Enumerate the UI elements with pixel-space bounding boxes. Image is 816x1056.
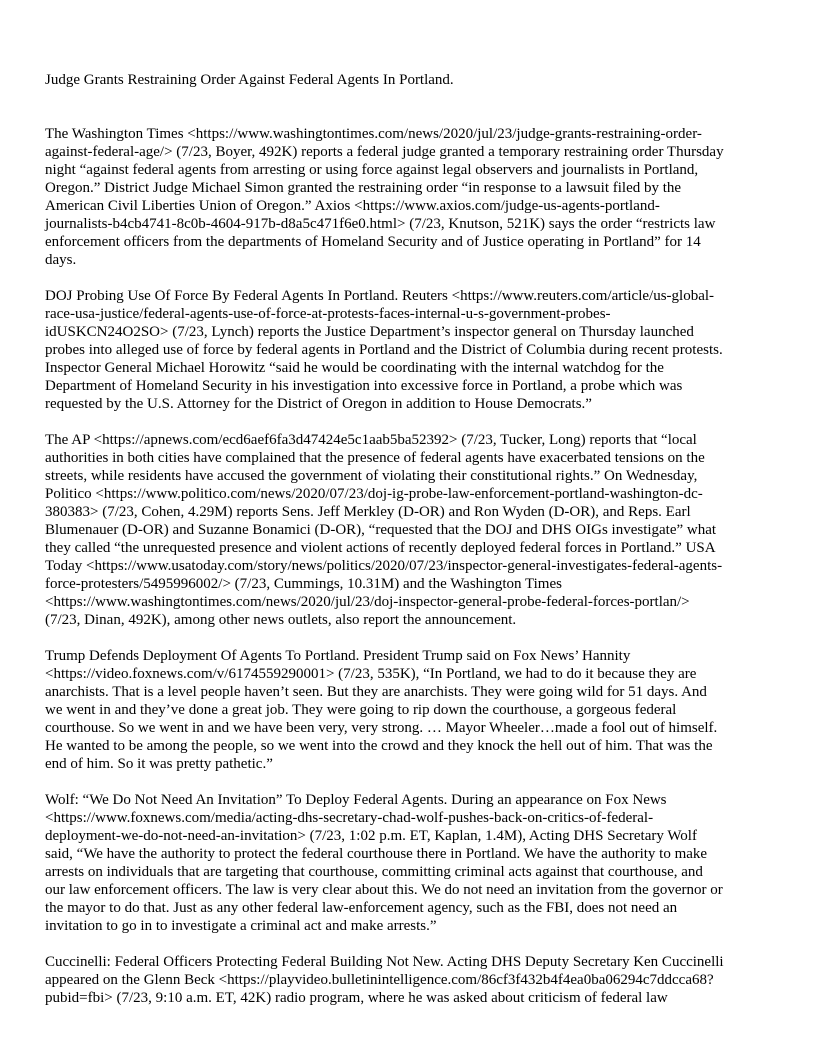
document-title: Judge Grants Restraining Order Against Federal Agents In Portland. <box>45 72 454 88</box>
spacer <box>45 935 773 953</box>
paragraph-trump-defends: Trump Defends Deployment Of Agents To Portland. President Trump said on Fox News’ Hannity <https://video.foxnews.com/v/6174559290001> (7/23, 535K), “In Portland, we had to do it because they are anarchists. That is a level people haven’t seen. But they are anarchists. They were going wild for 51 days. And we went in and they’ve done a great job. They were going to rip down the courthouse, a gorgeous federal courthouse. So we went in and we have been very, very strong. … Mayor Wheeler…made a fool out of himself. He wanted to be among the people, so we went into the crowd and they knock the hell out of him. That was the end of him. So it was pretty pathetic.” <box>45 648 718 772</box>
document-page <box>45 71 773 1007</box>
spacer <box>45 413 773 431</box>
paragraph-ap-report: The AP <https://apnews.com/ecd6aef6fa3d47424e5c1aab5ba52392> (7/23, Tucker, Long) reports that “local authorities in both cities have complained that the presence of federal agents have exacerbated tensions on the streets, while residents have accused the government of violating their constitutional rights.” On Wednesday, Politico <https://www.politico.com/news/2020/07/23/doj-ig-probe-law-enforcement-portland-washington-dc- 380383> (7/23, Cohen, 4.29M) reports Sens. Jeff Merkley (D-OR) and Ron Wyden (D-OR), and Reps. Earl Blumenauer (D-OR) and Suzanne Bonamici (D-OR), “requested that the DOJ and DHS OIGs investigate” what they called “the unrequested presence and violent actions of recently deployed federal forces in Portland.” USA Today <https://www.usatoday.com/story/news/politics/2020/07/23/inspector-general-investigates-federal-agents- force-protesters/5495996002/> (7/23, Cummings, 10.31M) and the Washington Times <https://www.washingtontimes.com/news/2020/jul/23/doj-inspector-general-probe-federal-forces-portlan/> (7/23, Dinan, 492K), among other news outlets, also report the announcement. <box>45 432 723 628</box>
spacer <box>45 89 773 125</box>
paragraph-restraining-order: The Washington Times <https://www.washingtontimes.com/news/2020/jul/23/judge-grants-restraining-order- against-federal-age/> (7/23, Boyer, 492K) reports a federal judge granted a temporary restraining order Thursday night “against federal agents from arresting or using force against legal observers and journalists in Portland, Oregon.” District Judge Michael Simon granted the restraining order “in response to a lawsuit filed by the American Civil Liberties Union of Oregon.” Axios <https://www.axios.com/judge-us-agents-portland- journalists-b4cb4741-8c0b-4604-917b-d8a5c471f6e0.html> (7/23, Knutson, 521K) says the order “restricts law enforcement officers from the departments of Homeland Security and of Justice operating in Portland” for 14 days. <box>45 126 724 268</box>
spacer <box>45 773 773 791</box>
paragraph-doj-probe: DOJ Probing Use Of Force By Federal Agents In Portland. Reuters <https://www.reuters.com/article/us-global- race-usa-justice/federal-agents-use-of-force-at-protests-faces-internal-u-s-government-probes- idUSKCN24O2SO> (7/23, Lynch) reports the Justice Department’s inspector general on Thursday launched probes into alleged use of force by federal agents in Portland and the District of Columbia during recent protests. Inspector General Michael Horowitz “said he would be coordinating with the internal watchdog for the Department of Homeland Security in his investigation into excessive force in Portland, a probe which was requested by the U.S. Attorney for the District of Oregon in addition to House Democrats.” <box>45 288 723 412</box>
paragraph-cuccinelli: Cuccinelli: Federal Officers Protecting Federal Building Not New. Acting DHS Deputy Secretary Ken Cuccinelli appeared on the Glenn Beck <https://playvideo.bulletinintelligence.com/86cf3f432b4f4ea0ba06294c7ddcca68? pubid=fbi> (7/23, 9:10 a.m. ET, 42K) radio program, where he was asked about criticism of federal law <box>45 954 724 1006</box>
paragraph-wolf-invitation: Wolf: “We Do Not Need An Invitation” To Deploy Federal Agents. During an appearance on Fox News <https://www.foxnews.com/media/acting-dhs-secretary-chad-wolf-pushes-back-on-critics-of-federal- deployment-we-do-not-need-an-invitation> (7/23, 1:02 p.m. ET, Kaplan, 1.4M), Acting DHS Secretary Wolf said, “We have the authority to protect the federal courthouse there in Portland. We have the authority to make arrests on individuals that are targeting that courthouse, committing criminal acts against that courthouse, and our law enforcement officers. The law is very clear about this. We do not need an invitation from the governor or the mayor to do that. Just as any other federal law-enforcement agency, such as the FBI, does not need an invitation to go in to investigate a criminal act and make arrests.” <box>45 792 723 934</box>
spacer <box>45 629 773 647</box>
spacer <box>45 269 773 287</box>
